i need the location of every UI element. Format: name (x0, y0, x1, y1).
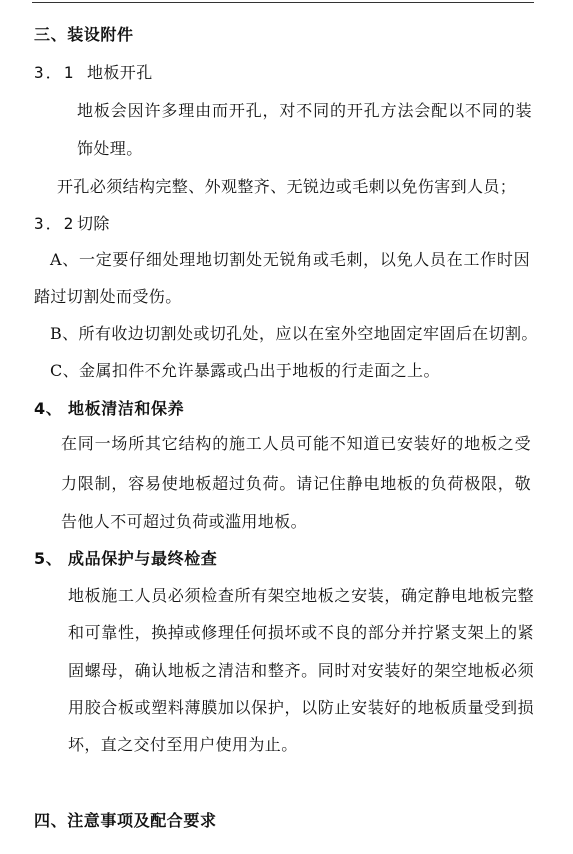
paragraph-line: 告他人不可超过负荷或滥用地板。 (61, 512, 308, 531)
section-5-heading: 成品保护与最终检查 (68, 549, 218, 568)
paragraph-line: 踏过切割处而受伤。 (34, 287, 182, 306)
section-5-number: 5、 (34, 549, 63, 568)
paragraph-line: A、一定要仔细处理地切割处无锐角或毛刺，以免人员在工作时因 (50, 250, 530, 269)
paragraph-line: 力限制，容易使地板超过负荷。请记住静电地板的负荷极限，敬 (61, 474, 531, 493)
section-iv-heading: 四、注意事项及配合要求 (34, 811, 217, 830)
paragraph-line: 在同一场所其它结构的施工人员可能不知道已安装好的地板之受 (61, 434, 531, 453)
section-4-heading: 地板清洁和保养 (68, 399, 185, 418)
paragraph-line: 和可靠性，换掉或修理任何损坏或不良的部分并拧紧支架上的紧 (68, 623, 534, 642)
paragraph-line: 地板会因许多理由而开孔，对不同的开孔方法会配以不同的装 (77, 101, 532, 120)
paragraph-line: 开孔必须结构完整、外观整齐、无锐边或毛刺以免伤害到人员； (57, 177, 517, 196)
section-4-number: 4、 (34, 399, 63, 418)
paragraph-line: 地板施工人员必须检查所有架空地板之安装，确定静电地板完整 (68, 586, 534, 605)
subsection-3-2-number: 3．2 (34, 214, 76, 233)
paragraph-line: 坏，直之交付至用户使用为止。 (68, 735, 298, 754)
top-rule (32, 2, 534, 3)
subsection-3-2-title: 切除 (77, 214, 110, 233)
paragraph-line: C、金属扣件不允许暴露或凸出于地板的行走面之上。 (50, 361, 440, 380)
paragraph-line: B、所有收边切割处或切孔处，应以在室外空地固定牢固后在切割。 (50, 324, 538, 343)
paragraph-line: 用胶合板或塑料薄膜加以保护，以防止安装好的地板质量受到损 (68, 698, 534, 717)
paragraph-line: 饰处理。 (77, 139, 143, 158)
paragraph-line: 固螺母，确认地板之清洁和整齐。同时对安装好的架空地板必须 (68, 661, 534, 680)
section-3-heading: 三、装设附件 (34, 25, 134, 44)
subsection-3-1-title: 地板开孔 (87, 63, 153, 82)
subsection-3-1-number: 3．1 (34, 63, 76, 82)
